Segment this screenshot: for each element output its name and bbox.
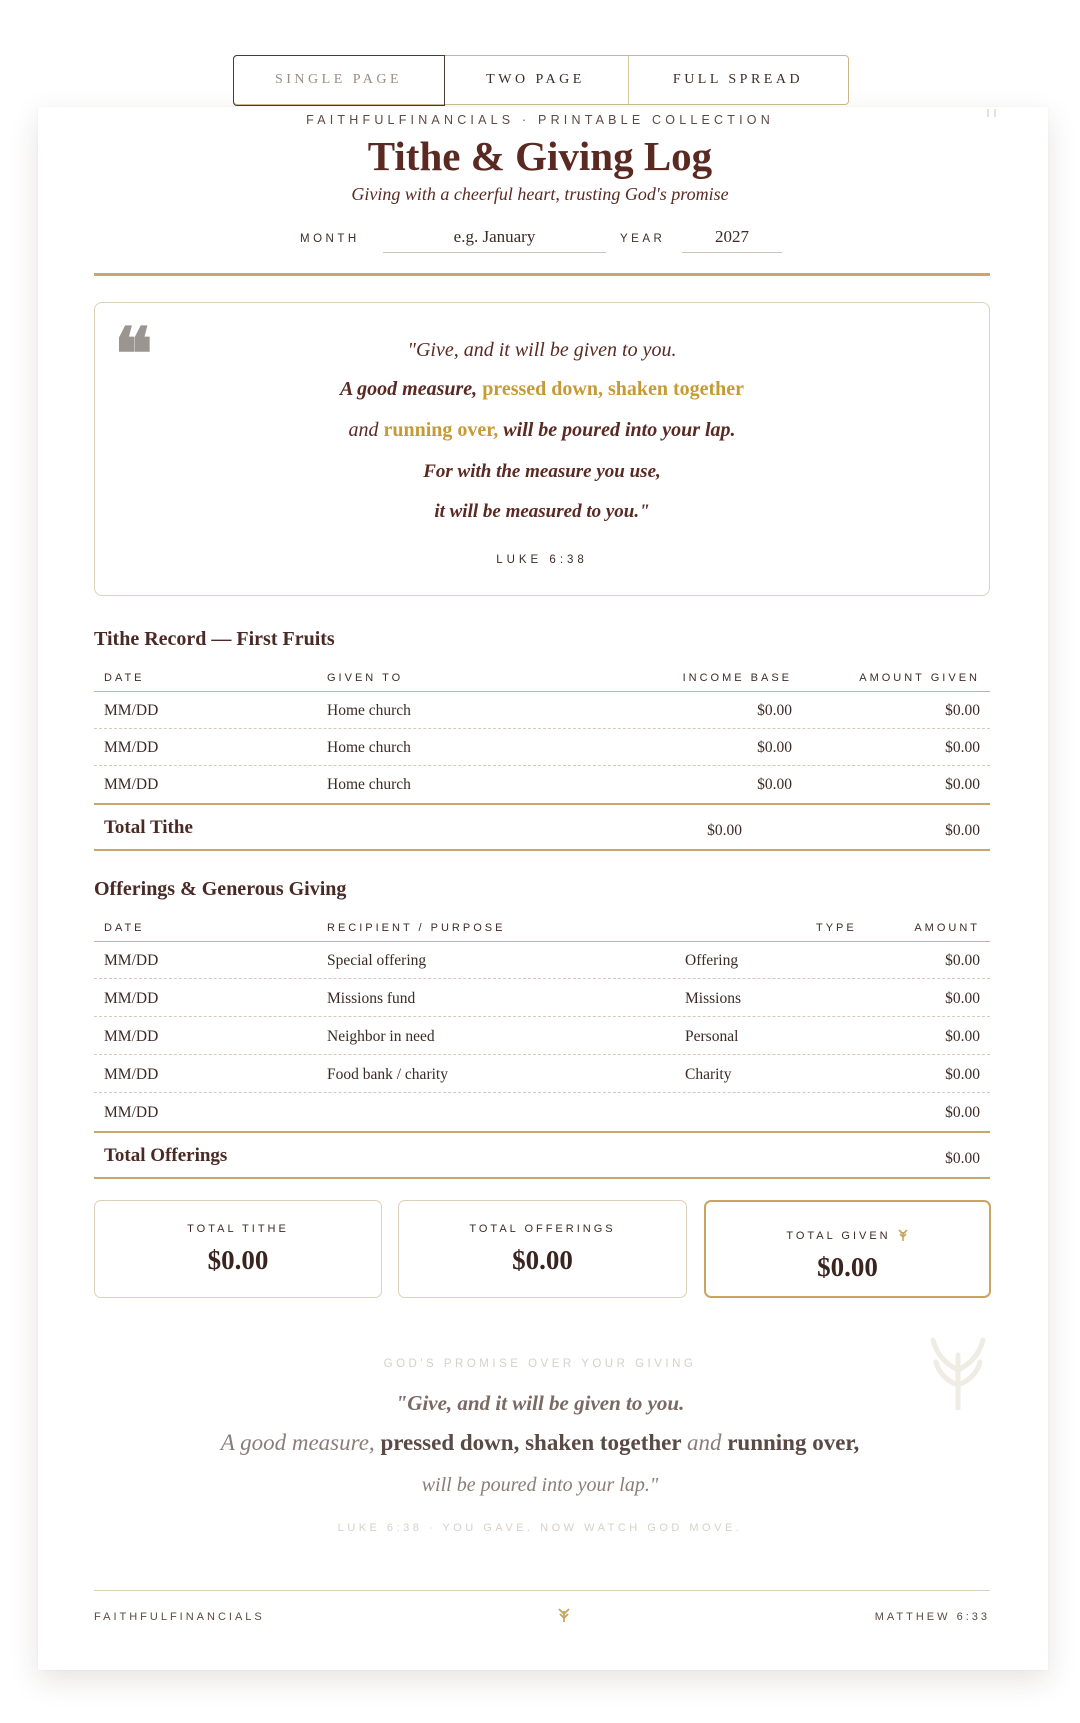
footer-wheat-icon [556,1606,572,1622]
amount-cell[interactable]: $0.00 [945,1028,980,1045]
amount-cell[interactable]: $0.00 [945,776,980,793]
date-cell[interactable]: MM/DD [104,1104,159,1121]
offerings-total-rule-top [94,1131,990,1133]
quote-line-5: it will be measured to you." [434,501,650,522]
amount-cell[interactable]: $0.00 [945,1066,980,1083]
tithe-total-amount: $0.00 [945,822,980,839]
quote-highlight-2: running over, [383,419,504,441]
date-cell[interactable]: MM/DD [104,1028,159,1045]
table-row [94,729,990,766]
quote-reference: LUKE 6:38 [496,554,588,566]
total-given-label-wrap [706,1228,989,1244]
total-tithe-card [94,1200,382,1298]
type-cell[interactable]: Personal [685,1028,739,1045]
total-tithe-label: TOTAL TITHE [187,1223,289,1235]
footer-rule [94,1590,990,1591]
total-given-value: $0.00 [817,1252,878,1282]
table-row [94,692,990,729]
year-label: YEAR [620,233,666,245]
promise-line-2c: and [686,1430,728,1455]
quote-line-2a: A good measure, [339,378,483,400]
amount-cell[interactable]: $0.00 [945,1104,980,1121]
recipient-cell[interactable]: Food bank / charity [327,1066,448,1083]
tithe-total-rule-top [94,803,990,805]
table-row [94,1056,990,1093]
amount-cell[interactable]: $0.00 [945,952,980,969]
offerings-header-amount: AMOUNT [914,922,980,934]
footer-brand: FAITHFULFINANCIALS [94,1611,265,1623]
tithe-header-income: INCOME BASE [682,672,792,684]
total-given-label: TOTAL GIVEN [786,1229,891,1242]
header-divider [94,273,990,276]
promise-reference: LUKE 6:38 · YOU GAVE. NOW WATCH GOD MOVE. [337,1522,743,1534]
promise-line-2b: pressed down, shaken together [380,1430,687,1455]
promise-heading: GOD'S PROMISE OVER YOUR GIVING [383,1358,697,1370]
tithe-section-title: Tithe Record — First Fruits [94,628,335,650]
tithe-header-amount: AMOUNT GIVEN [859,672,980,684]
promise-line-1: "Give, and it will be given to you. [395,1391,685,1415]
brand-line: FAITHFULFINANCIALS · PRINTABLE COLLECTION [306,113,774,127]
table-row [94,942,990,979]
income-cell[interactable]: $0.00 [757,702,792,719]
footer-reference: MATTHEW 6:33 [874,1611,990,1623]
quote-line-3c: will be poured into your lap. [503,419,736,441]
tithe-total-rule-bottom [94,849,990,851]
recipient-cell[interactable]: Special offering [327,952,427,969]
view-toggle [233,55,849,105]
promise-line-2a: A good measure, [220,1430,381,1455]
offerings-total-label: Total Offerings [104,1145,228,1166]
income-cell[interactable]: $0.00 [757,776,792,793]
date-cell[interactable]: MM/DD [104,1066,159,1083]
offerings-header-date: DATE [104,922,145,934]
date-cell[interactable]: MM/DD [104,776,159,793]
month-field[interactable]: e.g. January [383,227,606,253]
tithe-header-date: DATE [104,672,145,684]
income-cell[interactable]: $0.00 [757,739,792,756]
tithe-total-income: $0.00 [707,822,742,839]
quote-line-2 [94,378,990,401]
type-cell[interactable]: Missions [685,990,741,1007]
quote-line-3a: and [348,419,384,441]
quote-line-3 [94,419,990,442]
total-given-card [704,1200,991,1298]
quote-line-1: "Give, and it will be given to you. [407,339,677,361]
single-page-button[interactable]: SINGLE PAGE [233,55,445,106]
quote-highlight-1: pressed down, shaken together [482,378,745,400]
offerings-section-title: Offerings & Generous Giving [94,878,347,900]
date-cell[interactable]: MM/DD [104,952,159,969]
quote-line-4: For with the measure you use, [423,461,661,482]
recipient-cell[interactable]: Missions fund [327,990,416,1007]
date-cell[interactable]: MM/DD [104,739,159,756]
date-cell[interactable]: MM/DD [104,702,159,719]
month-label: MONTH [300,233,360,245]
total-tithe-value: $0.00 [207,1245,269,1275]
year-field[interactable]: 2027 [682,227,782,253]
promise-line-3: will be poured into your lap." [421,1474,659,1496]
corner-mark-icon [985,104,1007,112]
type-cell[interactable]: Charity [685,1066,732,1083]
offerings-total-amount: $0.00 [945,1150,980,1167]
amount-cell[interactable]: $0.00 [945,739,980,756]
given-to-cell[interactable]: Home church [327,702,411,719]
total-offerings-label: TOTAL OFFERINGS [469,1223,616,1235]
promise-line-2 [0,1430,1080,1456]
table-row [94,1094,990,1131]
page-title: Tithe & Giving Log [367,133,713,179]
offerings-header-type: TYPE [816,922,857,934]
table-row [94,980,990,1017]
offerings-header-recipient: RECIPIENT / PURPOSE [327,922,506,934]
amount-cell[interactable]: $0.00 [945,990,980,1007]
date-cell[interactable]: MM/DD [104,990,159,1007]
promise-line-2d: running over, [727,1430,860,1455]
recipient-cell[interactable]: Neighbor in need [327,1028,435,1045]
tithe-total-label: Total Tithe [104,817,193,838]
type-cell[interactable]: Offering [685,952,739,969]
given-to-cell[interactable]: Home church [327,739,411,756]
tithe-header-given-to: GIVEN TO [327,672,404,684]
total-offerings-value: $0.00 [512,1245,573,1275]
amount-cell[interactable]: $0.00 [945,702,980,719]
wheat-icon [897,1228,909,1244]
two-page-button[interactable]: TWO PAGE [443,56,629,104]
table-row [94,766,990,803]
offerings-total-rule-bottom [94,1177,990,1179]
full-spread-button[interactable]: FULL SPREAD [672,72,804,87]
table-row [94,1018,990,1055]
page-subtitle: Giving with a cheerful heart, trusting God's promise [351,184,729,204]
given-to-cell[interactable]: Home church [327,776,411,793]
total-offerings-card [398,1200,687,1298]
quote-mark-icon: ❝ [114,311,153,396]
